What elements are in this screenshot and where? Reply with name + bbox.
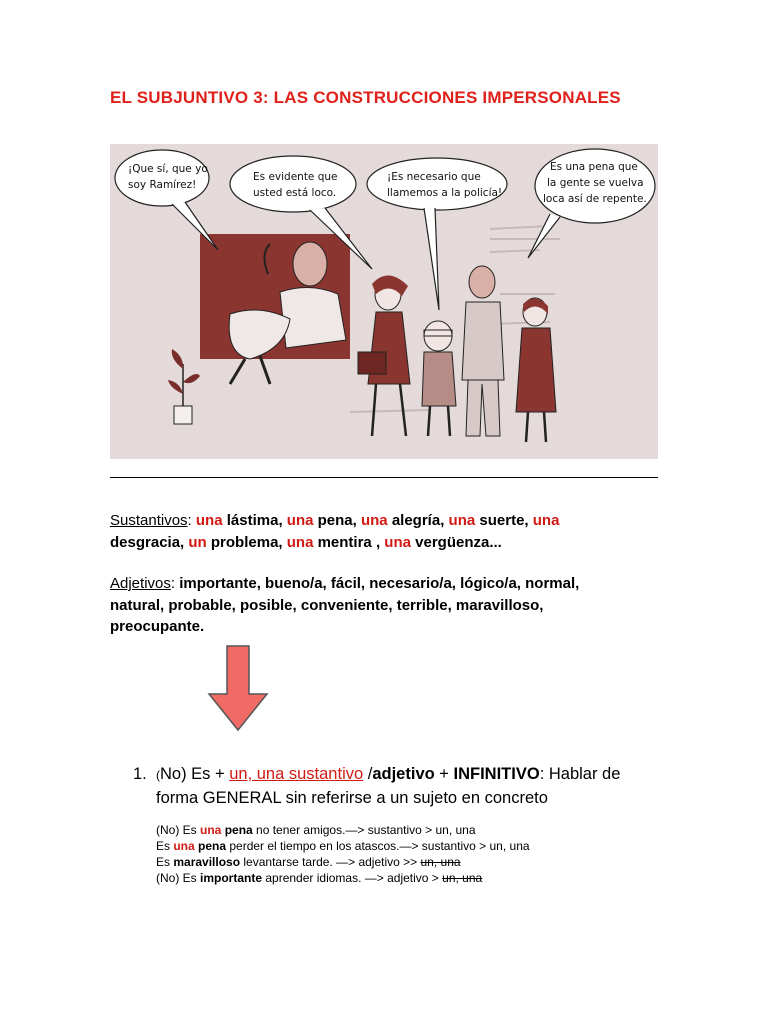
example-line: Es maravilloso levantarse tarde. —> adjetivo >> un, una <box>156 855 461 869</box>
adjetivos-list-line: importante, bueno/a, fácil, necesario/a, lógico/a, normal, <box>179 575 580 592</box>
sustantivos-label: Sustantivos <box>110 512 188 529</box>
bubble-1-line-2: soy Ramírez! <box>128 179 197 191</box>
rule-separator: / <box>363 765 373 783</box>
example-line: Es una pena perder el tiempo en los atascos.—> sustantivo > un, una <box>156 839 530 853</box>
article: una <box>286 533 314 551</box>
article: una <box>195 512 223 529</box>
noun: desgracia <box>110 533 181 551</box>
bubble-4-line-3: loca así de repente. <box>543 193 647 205</box>
noun: suerte <box>479 512 525 529</box>
bubble-3-line-2: llamemos a la policía! <box>387 187 503 199</box>
article: una <box>360 512 388 529</box>
comic-drawing <box>110 144 658 459</box>
bubble-2-line-2: usted está loco. <box>253 187 337 199</box>
noun: vergüenza <box>415 533 490 551</box>
adjetivos-paragraph: Adjetivos: importante, bueno/a, fácil, necesario/a, lógico/a, normal, natural, probable, posible, conveniente, terrible, maravilloso, preocupante. <box>110 575 580 635</box>
noun: alegría <box>391 512 441 529</box>
bubble-3-line-1: ¡Es necesario que <box>387 171 481 183</box>
article: una <box>448 512 476 529</box>
open-paren: ( <box>156 768 160 782</box>
noun: lástima <box>226 512 279 529</box>
bubble-1-line-1: ¡Que sí, que yo <box>128 163 208 175</box>
down-arrow-icon <box>207 644 269 732</box>
bubble-4-line-2: la gente se vuelva <box>547 177 644 189</box>
rule-plus: + <box>434 765 454 783</box>
rule-infinitive: INFINITIVO <box>453 765 540 783</box>
examples-list <box>156 822 530 886</box>
page-title: EL SUBJUNTIVO 3: LAS CONSTRUCCIONES IMPERSONALES <box>110 88 621 107</box>
article: una <box>286 512 314 529</box>
list-number: 1. <box>133 765 147 783</box>
adjetivos-list-line: natural, probable, posible, conveniente, terrible, maravilloso, <box>110 596 544 614</box>
example-line: (No) Es una pena no tener amigos.—> sustantivo > un, una <box>156 823 476 837</box>
article: una <box>532 512 560 529</box>
noun: mentira <box>317 533 372 551</box>
bubble-4-line-1: Es una pena que <box>550 161 638 173</box>
noun: pena <box>317 512 353 529</box>
comic-illustration <box>110 144 658 459</box>
rule-articles: un, una sustantivo <box>229 765 364 783</box>
adjetivos-list-line: preocupante. <box>110 618 205 635</box>
sustantivos-paragraph: Sustantivos: una lástima, una pena, una alegría, una suerte, una desgracia, un problema, una mentira , una vergüenza... <box>110 512 560 551</box>
article: un <box>188 533 207 551</box>
noun: problema <box>210 533 279 551</box>
bubble-2-line-1: Es evidente que <box>253 171 338 183</box>
rule-adjective: adjetivo <box>372 765 435 783</box>
article: una <box>384 533 411 551</box>
example-line: (No) Es importante aprender idiomas. —> adjetivo > un, una <box>156 871 483 885</box>
adjetivos-label: Adjetivos <box>110 575 171 592</box>
rule-description: : Hablar de forma GENERAL sin referirse a un sujeto en concreto <box>156 765 621 807</box>
divider-line <box>110 477 658 478</box>
rule-prefix: No) Es + <box>160 765 230 783</box>
